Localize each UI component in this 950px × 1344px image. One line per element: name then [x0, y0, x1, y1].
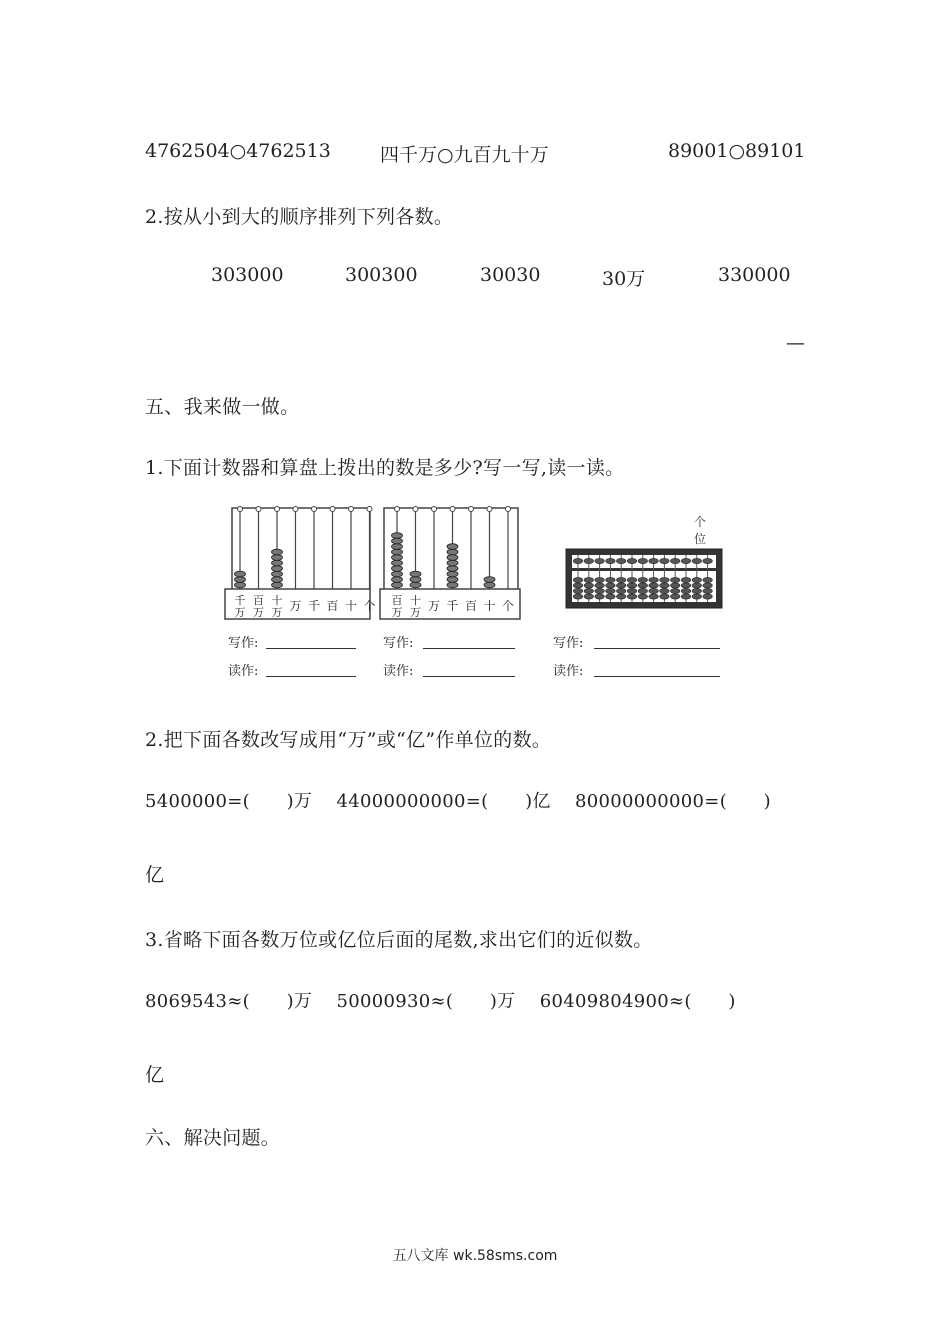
abacus-bead	[681, 583, 691, 588]
write-label: 写作:	[228, 636, 259, 651]
counter-bead	[272, 555, 283, 561]
abacus-bead	[703, 594, 713, 599]
write-answer-line[interactable]	[266, 648, 356, 649]
abacus-bead	[649, 594, 659, 599]
rod-cap	[450, 507, 455, 512]
counter-1-figure	[222, 500, 376, 625]
sort-number: 300300	[345, 264, 418, 286]
rod-cap	[349, 507, 354, 512]
abacus-bead	[584, 583, 594, 588]
abacus-unit-bottom: 位	[694, 532, 707, 546]
abacus-bead	[692, 577, 702, 582]
abacus-figure	[560, 510, 730, 610]
abacus-bead	[649, 558, 659, 563]
place-label: 个	[363, 599, 376, 613]
abacus-bead	[703, 588, 713, 593]
rod-cap	[413, 507, 418, 512]
counter-bead	[447, 544, 458, 550]
counter-bead	[392, 555, 403, 561]
place-label: 万	[271, 606, 283, 619]
abacus-bead	[638, 588, 648, 593]
abacus-bead	[627, 588, 637, 593]
abacus-bead	[692, 583, 702, 588]
counter-bead	[484, 577, 495, 583]
abacus-bead	[573, 558, 583, 563]
counter-bead	[392, 566, 403, 572]
counter-bead	[447, 571, 458, 577]
abacus-bead	[616, 594, 626, 599]
question-5-2-blanks: 5400000=( )万 44000000000=( )亿 80000000000=( )	[145, 791, 771, 812]
rod-cap	[238, 507, 243, 512]
counter-bead	[447, 566, 458, 572]
abacus-bead	[627, 558, 637, 563]
counter-frame	[232, 508, 370, 590]
counter-bead	[447, 577, 458, 583]
read-label: 读作:	[228, 664, 259, 679]
footer-watermark: 五八文库 wk.58sms.com	[392, 1248, 558, 1264]
place-label: 万	[253, 606, 264, 619]
counter-bead	[235, 577, 246, 583]
counter-bead	[272, 566, 283, 572]
abacus-bead	[660, 588, 670, 593]
place-label: 万	[410, 606, 421, 619]
section-5-heading: 五、我来做一做。	[145, 396, 300, 418]
abacus-bead	[681, 588, 691, 593]
abacus-bead	[616, 588, 626, 593]
place-label: 百	[253, 594, 264, 607]
place-label: 百	[391, 594, 403, 607]
place-label: 万	[289, 599, 302, 613]
place-label: 千	[234, 594, 246, 607]
abacus-bead	[595, 594, 605, 599]
question-5-2-wrap: 亿	[145, 864, 165, 886]
sort-number: 30万	[602, 268, 646, 290]
place-label: 万	[391, 606, 403, 619]
counter-bead	[410, 582, 421, 588]
abacus-bead	[692, 588, 702, 593]
abacus-bead	[595, 588, 605, 593]
abacus-bead	[638, 558, 648, 563]
abacus-bead	[638, 594, 648, 599]
abacus-bead	[606, 558, 616, 563]
abacus-bead	[692, 558, 702, 563]
abacus-bead	[584, 588, 594, 593]
counter-bead	[235, 582, 246, 588]
abacus-bead	[649, 583, 659, 588]
place-label: 百	[326, 599, 339, 613]
abacus-bead	[660, 594, 670, 599]
counter-bead	[410, 577, 421, 583]
place-label: 十	[483, 599, 496, 613]
abacus-bead	[703, 558, 713, 563]
abacus-bead	[595, 558, 605, 563]
counter-bead	[392, 549, 403, 555]
counter-bead	[484, 582, 495, 588]
abacus-bead	[670, 583, 680, 588]
abacus-bead	[681, 577, 691, 582]
abacus-bead	[606, 583, 616, 588]
question-5-3-blanks: 8069543≈( )万 50000930≈( )万 60409804900≈( )	[145, 991, 736, 1012]
abacus-bead	[584, 594, 594, 599]
abacus-bead	[670, 594, 680, 599]
rod-cap	[293, 507, 298, 512]
abacus-bead	[670, 558, 680, 563]
place-label: 百	[464, 599, 478, 613]
question-5-3-title: 3.省略下面各数万位或亿位后面的尾数,求出它们的近似数。	[145, 929, 653, 951]
place-label: 个	[501, 599, 515, 613]
write-answer-line[interactable]	[423, 648, 515, 649]
counter-bead	[272, 560, 283, 566]
counter-bead	[235, 571, 246, 577]
abacus-bead	[703, 583, 713, 588]
abacus-bead	[573, 583, 583, 588]
abacus-bead	[638, 577, 648, 582]
place-label: 十	[344, 599, 358, 613]
counter-bead	[392, 571, 403, 577]
place-label: 万	[427, 599, 441, 613]
rod-cap	[395, 507, 400, 512]
counter-2-figure	[380, 500, 525, 625]
abacus-bead	[681, 594, 691, 599]
write-answer-line[interactable]	[594, 648, 720, 649]
counter-rods	[235, 507, 373, 590]
read-answer-line[interactable]	[266, 676, 356, 677]
counter-bead	[447, 560, 458, 566]
compare-item-3: 89001○89101	[668, 140, 806, 162]
abacus-bead	[660, 577, 670, 582]
abacus-bead	[660, 558, 670, 563]
counter-rods	[392, 507, 511, 590]
place-label: 千	[307, 599, 321, 613]
section-6-heading: 六、解决问题。	[145, 1127, 281, 1149]
abacus-bead	[638, 583, 648, 588]
abacus-bead	[703, 577, 713, 582]
abacus-bead	[606, 577, 616, 582]
abacus-bead	[595, 577, 605, 582]
abacus-bead	[616, 577, 626, 582]
question-2-title: 2.按从小到大的顺序排列下列各数。	[145, 206, 454, 228]
rod-cap	[432, 507, 437, 512]
question-5-2-title: 2.把下面各数改写成用“万”或“亿”作单位的数。	[145, 729, 552, 751]
write-label: 写作:	[383, 636, 414, 651]
abacus-unit-top: 个	[694, 515, 707, 529]
place-label: 十	[410, 594, 421, 607]
abacus-bead	[616, 558, 626, 563]
sort-number: 30030	[480, 264, 541, 286]
abacus-bead	[627, 577, 637, 582]
abacus-bead	[692, 594, 702, 599]
abacus-bead	[627, 583, 637, 588]
question-5-1-title: 1.下面计数器和算盘上拨出的数是多少?写一写,读一读。	[145, 457, 625, 479]
rod-cap	[506, 507, 511, 512]
rod-cap	[312, 507, 317, 512]
question-5-3-wrap: 亿	[145, 1064, 165, 1086]
abacus-bead	[584, 558, 594, 563]
counter-bead	[272, 577, 283, 583]
abacus-bead	[584, 577, 594, 582]
counter-bead	[272, 582, 283, 588]
counter-bead	[410, 571, 421, 577]
counter-bead	[272, 571, 283, 577]
abacus-bead	[606, 594, 616, 599]
abacus-bead	[649, 588, 659, 593]
read-answer-line[interactable]	[423, 676, 515, 677]
counter-bead	[272, 549, 283, 555]
rod-cap	[330, 507, 335, 512]
read-answer-line[interactable]	[594, 676, 720, 677]
read-label: 读作:	[553, 664, 584, 679]
abacus-bead	[660, 583, 670, 588]
counter-bead	[392, 560, 403, 566]
sort-number: 330000	[718, 264, 791, 286]
rod-cap	[367, 507, 372, 512]
place-label: 万	[234, 606, 246, 619]
abacus-bead	[595, 583, 605, 588]
place-label: 千	[446, 599, 459, 613]
rod-cap	[275, 507, 280, 512]
counter-bead	[447, 549, 458, 555]
abacus-bead	[573, 588, 583, 593]
counter-bead	[447, 582, 458, 588]
counter-bead	[392, 577, 403, 583]
read-label: 读作:	[383, 664, 414, 679]
abacus-bead	[670, 577, 680, 582]
write-label: 写作:	[553, 636, 584, 651]
abacus-beam	[572, 568, 716, 571]
abacus-bead	[649, 577, 659, 582]
rod-cap	[256, 507, 261, 512]
counter-bead	[447, 555, 458, 561]
answer-dash: —	[786, 332, 805, 354]
abacus-bead	[573, 594, 583, 599]
compare-item-1: 4762504○4762513	[145, 140, 331, 162]
place-label: 十	[271, 594, 283, 607]
abacus-bead	[670, 588, 680, 593]
rod-cap	[487, 507, 492, 512]
counter-bead	[392, 582, 403, 588]
abacus-bead	[627, 594, 637, 599]
abacus-bead	[606, 588, 616, 593]
abacus-bead	[681, 558, 691, 563]
counter-bead	[392, 533, 403, 539]
counter-bead	[392, 544, 403, 550]
sort-number: 303000	[211, 264, 284, 286]
rod-cap	[469, 507, 474, 512]
abacus-bead	[573, 577, 583, 582]
counter-bead	[392, 538, 403, 544]
compare-item-2: 四千万○九百九十万	[380, 144, 549, 166]
abacus-bead	[616, 583, 626, 588]
